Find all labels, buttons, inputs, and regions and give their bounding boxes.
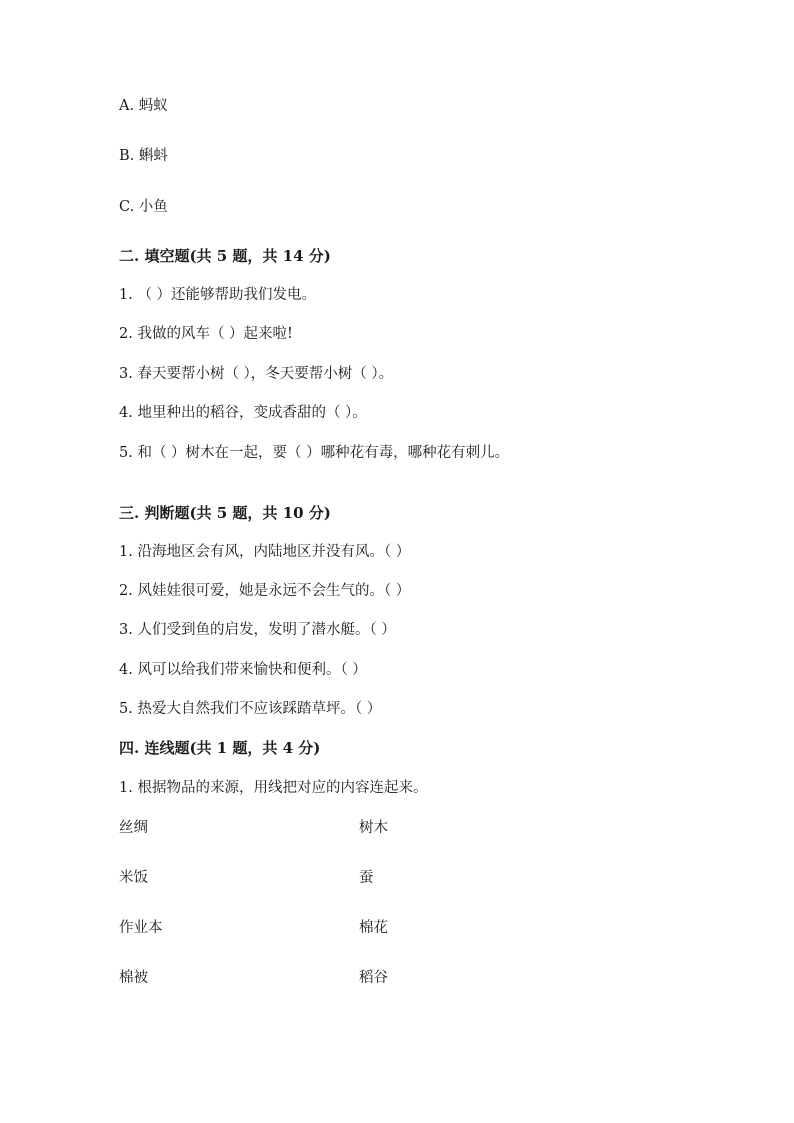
fill-question-2: 2. 我做的风车（ ）起来啦!	[119, 326, 293, 342]
judge-question-3: 3. 人们受到鱼的启发，发明了潜水艇。（ ）	[119, 622, 396, 638]
option-b: B. 蝌蚪	[119, 148, 168, 164]
judge-question-2: 2. 风娃娃很可爱，她是永远不会生气的。（ ）	[119, 583, 411, 599]
section4-heading: 四. 连线题(共 1 题，共 4 分)	[119, 739, 321, 757]
match-question-1: 1. 根据物品的来源，用线把对应的内容连起来。	[119, 780, 428, 796]
match-left-item: 米饭	[119, 870, 148, 886]
judge-question-4: 4. 风可以给我们带来愉快和便利。（ ）	[119, 662, 367, 678]
option-a: A. 蚂蚁	[119, 98, 168, 114]
match-left-item: 作业本	[119, 920, 163, 936]
option-c: C. 小鱼	[119, 199, 168, 215]
match-right-item: 棉花	[359, 920, 388, 936]
section2-heading: 二. 填空题(共 5 题，共 14 分)	[119, 247, 331, 265]
match-left-item: 棉被	[119, 970, 148, 986]
judge-question-1: 1. 沿海地区会有风，内陆地区并没有风。（ ）	[119, 544, 411, 560]
fill-question-1: 1. （ ）还能够帮助我们发电。	[119, 287, 317, 303]
match-right-item: 树木	[359, 820, 388, 836]
judge-question-5: 5. 热爱大自然我们不应该踩踏草坪。（ ）	[119, 701, 382, 717]
fill-question-3: 3. 春天要帮小树（ ），冬天要帮小树（ ）。	[119, 366, 394, 382]
fill-question-4: 4. 地里种出的稻谷，变成香甜的（ ）。	[119, 405, 367, 421]
match-left-item: 丝绸	[119, 820, 148, 836]
fill-question-5: 5. 和（ ）树木在一起，要（ ）哪种花有毒，哪种花有刺儿。	[119, 445, 510, 461]
match-right-item: 稻谷	[359, 970, 388, 986]
section3-heading: 三. 判断题(共 5 题，共 10 分)	[119, 504, 331, 522]
match-right-item: 蚕	[359, 870, 374, 886]
